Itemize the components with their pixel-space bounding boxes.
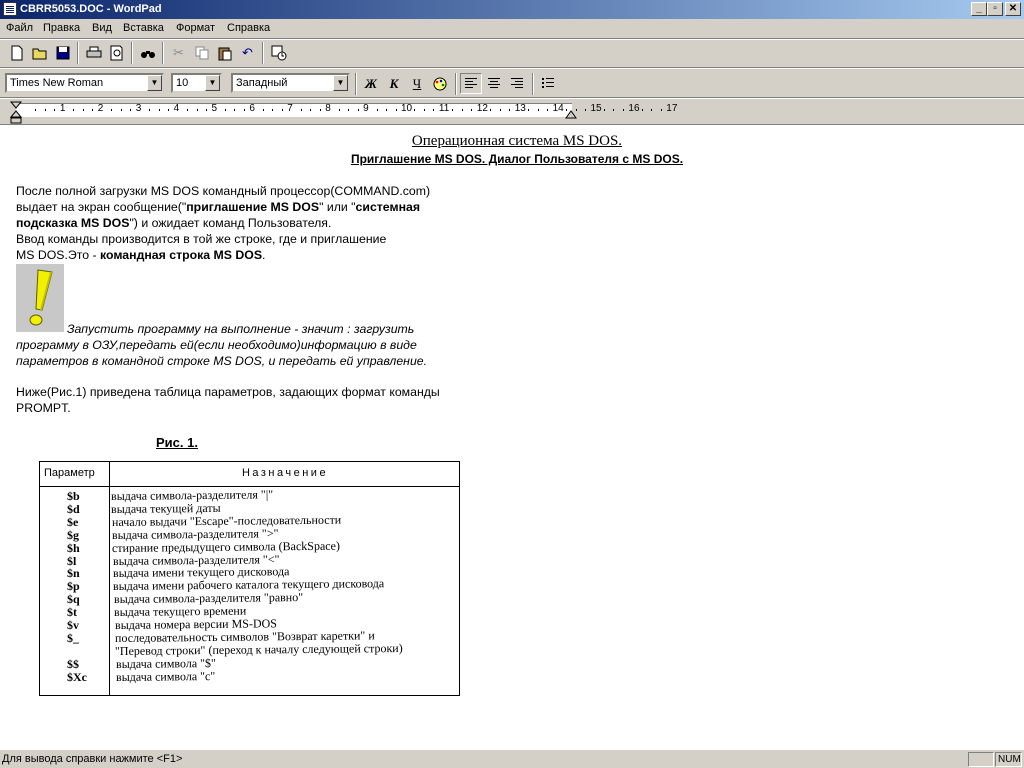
paragraph-line: подсказка MS DOS") и ожидает команд Пользователя. — [16, 216, 332, 230]
toolbar-separator — [262, 42, 264, 64]
ruler-number: 9 — [363, 103, 369, 114]
table-param-cell: $q — [67, 592, 80, 607]
table-divider — [109, 462, 110, 695]
table-param-cell: $$ — [67, 656, 79, 671]
ruler-tick — [244, 109, 245, 111]
table-header-param: Параметр — [44, 467, 95, 479]
ruler-tick — [225, 109, 226, 111]
align-center-icon[interactable] — [483, 73, 505, 94]
right-indent-marker[interactable] — [565, 109, 579, 119]
ruler-tick — [272, 109, 273, 111]
toolbar-separator — [162, 42, 164, 64]
ruler-tick — [377, 109, 378, 111]
ruler-tick — [320, 109, 321, 111]
ruler-number: 7 — [287, 103, 293, 114]
table-param-cell: $n — [67, 566, 80, 581]
ruler-number: 2 — [97, 103, 104, 114]
table-desc-cell: последовательность символов "Возврат каретки" и — [114, 628, 375, 645]
ruler-number: 17 — [666, 103, 678, 114]
table-desc-cell: выдача символа "$" — [115, 655, 216, 671]
ruler-tick — [604, 109, 605, 111]
figure-caption: Рис. 1. — [156, 435, 198, 450]
ruler-tick — [263, 109, 264, 111]
toolbar-separator-line — [0, 67, 1024, 69]
note-line: Запустить программу на выполнение - значит : загрузить — [67, 322, 415, 336]
menu-edit[interactable]: Правка — [43, 22, 81, 34]
ruler-tick — [121, 109, 122, 111]
ruler-tick — [414, 109, 415, 111]
ruler-tick — [111, 109, 112, 111]
ruler-number: 16 — [628, 103, 640, 114]
close-button[interactable]: ✕ — [1005, 2, 1021, 16]
menu-help[interactable]: Справка — [227, 22, 271, 34]
ruler-tick — [282, 109, 283, 111]
table-param-cell: $Xc — [67, 669, 87, 684]
ruler-tick — [358, 109, 359, 111]
doc-title: Операционная система MS DOS. — [411, 133, 623, 149]
toolbar-separator — [131, 42, 133, 64]
ruler-tick — [547, 109, 548, 111]
ruler-tick — [452, 109, 453, 111]
table-param-cell: $l — [67, 553, 77, 568]
script-value: Западный — [236, 77, 288, 89]
table-desc-cell: начало выдачи "Escape"-последовательности — [111, 512, 341, 529]
ruler-tick — [197, 109, 198, 111]
table-param-cell: $v — [67, 618, 79, 632]
menu-format[interactable]: Формат — [176, 22, 216, 34]
ruler-number: 15 — [590, 103, 602, 114]
ruler-tick — [54, 109, 55, 111]
ruler-tick — [348, 109, 349, 111]
paragraph-line: PROMPT. — [16, 401, 71, 415]
note-line: программу в ОЗУ,передать ей(если необходимо)информацию в виде — [16, 338, 417, 352]
script-combobox[interactable] — [231, 73, 350, 93]
paragraph-line: Ниже(Рис.1) приведена таблица параметров, задающих формат команды — [16, 385, 440, 399]
ruler-tick — [92, 109, 93, 111]
paragraph-line: выдает на экран сообщение("приглашение MS DOS" или "системная — [16, 200, 421, 214]
paragraph-line: Ввод команды производится в той же строке, где и приглашение — [16, 232, 387, 246]
underline-button[interactable]: Ч — [412, 75, 422, 91]
table-desc-cell: выдача имени текущего дисковода — [113, 564, 290, 581]
ruler-number: 1 — [59, 103, 66, 114]
ruler-number: 10 — [401, 103, 413, 114]
table-desc-cell: "Перевод строки" (переход к началу следующей строки) — [115, 640, 403, 658]
table-desc-cell: стирание предыдущего символа (BackSpace) — [112, 538, 341, 555]
doc-subtitle: Приглашение MS DOS. Диалог Пользователя с MS DOS. — [350, 152, 684, 166]
status-bar — [0, 750, 1024, 768]
ruler-number: 13 — [514, 103, 526, 114]
ruler-tick — [168, 109, 169, 111]
paste-icon[interactable] — [213, 42, 236, 64]
table-param-cell: $_ — [67, 630, 79, 645]
menu-file[interactable]: Файл — [6, 22, 34, 34]
ruler-tick — [433, 109, 434, 111]
exclamation-icon — [16, 264, 64, 332]
ruler-number: 14 — [552, 103, 564, 114]
ruler-tick — [509, 109, 510, 111]
bold-button[interactable]: Ж — [365, 75, 377, 91]
table-param-cell: $h — [67, 540, 80, 555]
status-panel — [968, 752, 994, 767]
font-name-value: Times New Roman — [10, 77, 104, 89]
table-param-cell: $p — [67, 579, 80, 594]
open-folder-icon[interactable] — [28, 42, 51, 64]
menu-view[interactable]: Вид — [92, 22, 112, 34]
table-param-cell: $g — [67, 527, 79, 542]
ruler[interactable] — [10, 101, 690, 118]
format-separator-line — [0, 97, 1024, 99]
table-desc-cell: выдача текущей даты — [111, 500, 222, 516]
table-param-cell: $e — [67, 514, 79, 529]
ruler-tick — [187, 109, 188, 111]
paragraph-line: MS DOS.Это - командная строка MS DOS. — [16, 248, 266, 262]
ruler-tick — [500, 109, 501, 111]
chevron-down-icon[interactable]: ▼ — [205, 75, 220, 91]
ruler-number: 8 — [325, 103, 331, 114]
toolbar-separator — [355, 73, 357, 95]
table-desc-cell: выдача символа-разделителя "равно" — [113, 590, 303, 607]
print-preview-icon[interactable] — [105, 42, 128, 64]
paragraph-line: После полной загрузки MS DOS командный процессор(COMMAND.com) — [16, 184, 431, 198]
ruler-tick — [424, 109, 425, 111]
title-bar — [0, 0, 1024, 19]
ruler-tick — [339, 109, 340, 111]
table-desc-cell: выдача символа-разделителя "|" — [110, 487, 274, 503]
font-name-combobox[interactable] — [5, 73, 164, 93]
new-document-icon[interactable] — [5, 42, 28, 64]
ruler-tick — [149, 109, 150, 111]
ruler-tick — [651, 109, 652, 111]
align-left-icon[interactable] — [460, 73, 482, 94]
ruler-tick — [35, 109, 36, 111]
table-desc-cell: выдача символа-разделителя ">" — [111, 525, 279, 542]
ruler-tick — [528, 109, 529, 111]
status-help-text: Для вывода справки нажмите <F1> — [2, 753, 183, 765]
ruler-tick — [310, 109, 311, 111]
wordpad-icon[interactable] — [3, 2, 17, 16]
ruler-tick — [642, 109, 643, 111]
insert-datetime-icon[interactable] — [267, 42, 290, 64]
left-indent-marker[interactable] — [10, 101, 24, 125]
table-desc-cell: выдача имени рабочего каталога текущего дисковода — [113, 576, 385, 594]
table-desc-cell: выдача текущего времени — [114, 603, 247, 620]
table-header-desc: Назначение — [241, 467, 329, 479]
save-icon[interactable] — [51, 42, 74, 64]
ruler-tick — [206, 109, 207, 111]
cut-icon[interactable]: ✂ — [173, 45, 184, 60]
restore-button[interactable]: ▫ — [987, 2, 1003, 16]
ruler-tick — [471, 109, 472, 111]
minimize-button[interactable]: _ — [971, 2, 987, 16]
menu-separator — [0, 38, 1024, 40]
ruler-tick — [585, 109, 586, 111]
ruler-number: 5 — [211, 103, 218, 114]
menu-bar — [0, 19, 1024, 38]
ruler-tick — [45, 109, 46, 111]
bullets-icon[interactable] — [537, 73, 559, 94]
font-size-value: 10 — [176, 77, 189, 89]
document-area[interactable] — [0, 124, 1024, 750]
menu-insert[interactable]: Вставка — [123, 22, 164, 34]
table-param-cell: $d — [67, 501, 80, 516]
toolbar-separator — [455, 73, 457, 95]
table-param-cell: $b — [67, 489, 80, 503]
ruler-number: 4 — [173, 103, 180, 114]
chevron-down-icon[interactable]: ▼ — [147, 75, 162, 91]
ruler-number: 12 — [476, 103, 488, 114]
toolbar-separator — [532, 73, 534, 95]
font-size-combobox[interactable] — [171, 73, 222, 93]
table-desc-cell: выдача символа "c" — [115, 668, 216, 684]
table-desc-cell: выдача номера версии MS-DOS — [114, 616, 277, 632]
ruler-tick — [538, 109, 539, 111]
ruler-tick — [159, 109, 160, 111]
ruler-tick — [83, 109, 84, 111]
italic-button[interactable]: К — [389, 75, 399, 91]
copy-icon[interactable] — [190, 42, 213, 64]
parameter-table — [39, 461, 460, 696]
ruler-number: 3 — [135, 103, 142, 114]
ruler-tick — [623, 109, 624, 111]
status-num: NUM — [995, 752, 1022, 767]
table-desc-cell: выдача символа-разделителя "<" — [112, 551, 280, 568]
ruler-tick — [130, 109, 131, 111]
ruler-tick — [301, 109, 302, 111]
print-icon[interactable] — [82, 42, 105, 64]
ruler-tick — [613, 109, 614, 111]
ruler-number: 11 — [438, 103, 450, 114]
chevron-down-icon[interactable]: ▼ — [333, 75, 348, 91]
ruler-tick — [396, 109, 397, 111]
toolbar-separator — [77, 42, 79, 64]
ruler-tick — [386, 109, 387, 111]
align-right-icon[interactable] — [506, 73, 528, 94]
ruler-number: 6 — [249, 103, 255, 114]
undo-icon[interactable]: ↶ — [242, 45, 253, 60]
window-title: CBRR5053.DOC - WordPad — [20, 3, 162, 15]
find-icon[interactable] — [136, 42, 159, 64]
ruler-tick — [73, 109, 74, 111]
ruler-tick — [462, 109, 463, 111]
ruler-tick — [490, 109, 491, 111]
note-line: параметров в командной строке MS DOS, и передать ей управление. — [16, 354, 428, 368]
ruler-tick — [234, 109, 235, 111]
ruler-tick — [661, 109, 662, 111]
color-palette-icon[interactable] — [429, 73, 451, 94]
table-param-cell: $t — [67, 605, 77, 620]
